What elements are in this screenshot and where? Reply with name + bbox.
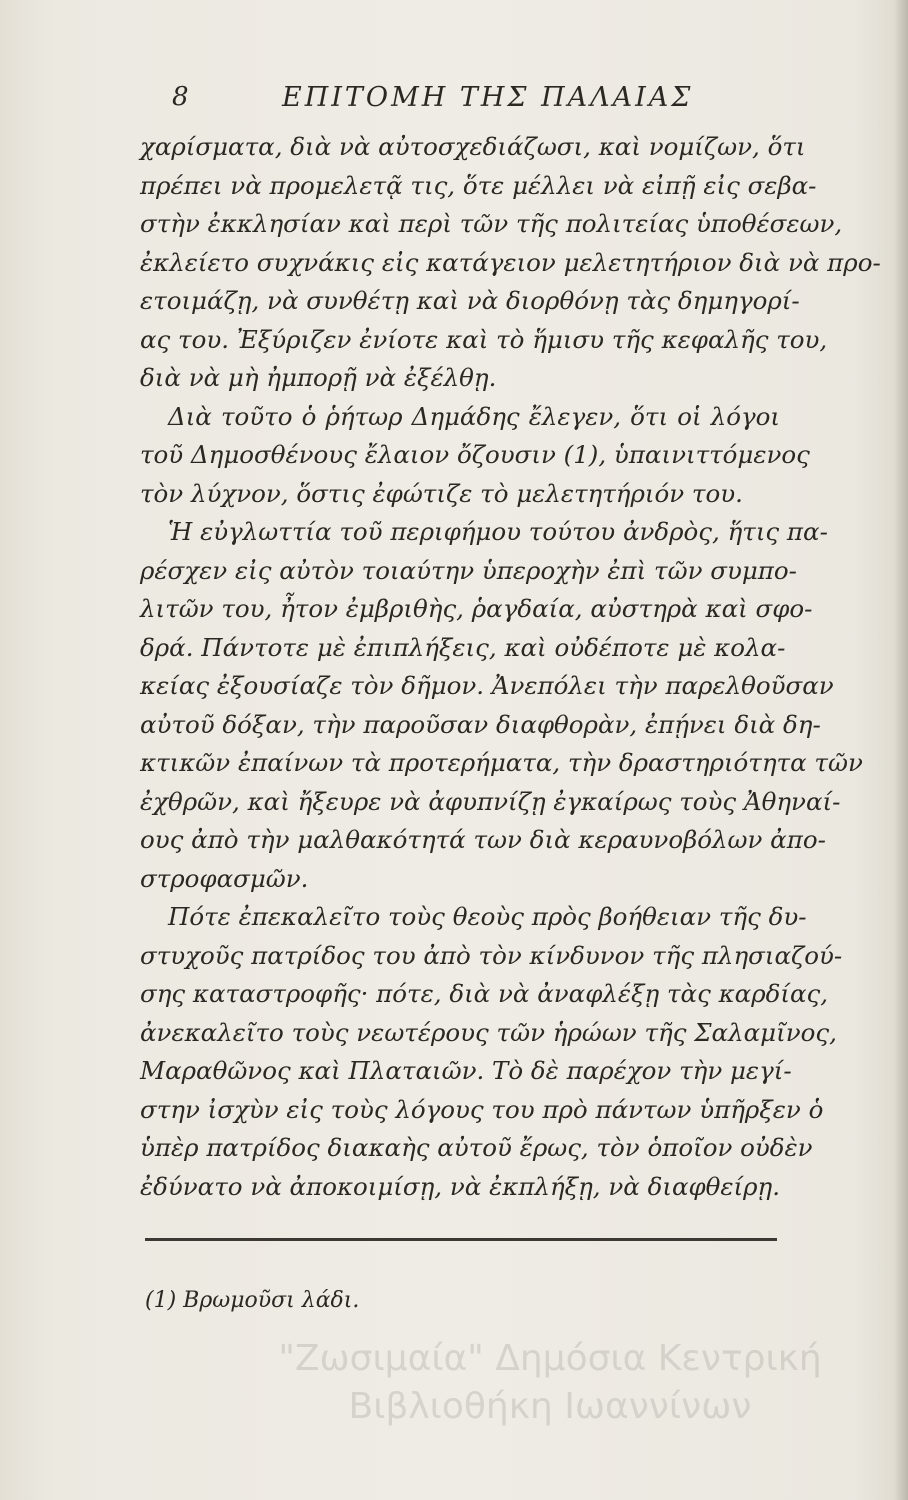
text-line: ἐχθρῶν, καὶ ἤξευρε νὰ ἀφυπνίζῃ ἐγκαίρως τοὺς Ἀθηναί- (140, 786, 841, 816)
text-line: λιτῶν του, ἦτον ἐμβριθὴς, ῥαγδαία, αὐστηρὰ καὶ σφο- (140, 594, 813, 623)
text-line: ἐκλείετο συχνάκις εἰς κατάγειον μελετητήριον διὰ νὰ προ- (140, 247, 881, 277)
text-line: στὴν ἐκκλησίαν καὶ περὶ τῶν τῆς πολιτείας ὑποθέσεων, (140, 209, 843, 238)
page-edge-shadow (894, 0, 908, 1500)
text-line: ρέσχεν εἰς αὐτὸν τοιαύτην ὑπεροχὴν ἐπὶ τῶν συμπο- (140, 555, 797, 585)
page-number: 8 (172, 82, 189, 112)
text-line: Ἡ εὐγλωττία τοῦ περιφήμου τούτου ἀνδρὸς, ἥτις πα- (168, 517, 828, 546)
page-header (140, 82, 780, 122)
text-line: χαρίσματα, διὰ νὰ αὐτοσχεδιάζωσι, καὶ νομίζων, ὅτι (140, 132, 806, 161)
text-line: στροφασμῶν. (140, 863, 309, 893)
text-line: ετοιμάζῃ, νὰ συνθέτῃ καὶ νὰ διορθόνῃ τὰς δημηγορί- (140, 286, 800, 315)
text-line: ἐδύνατο νὰ ἀποκοιμίσῃ, νὰ ἐκπλήξῃ, νὰ διαφθείρῃ. (140, 1171, 781, 1201)
text-line: ἀνεκαλεῖτο τοὺς νεωτέρους τῶν ἡρώων τῆς Σαλαμῖνος, (140, 1017, 837, 1047)
text-line: στυχοῦς πατρίδος του ἀπὸ τὸν κίνδυνον τῆς πλησιαζού- (140, 940, 843, 970)
text-line: κτικῶν ἐπαίνων τὰ προτερήματα, τὴν δραστηριότητα τῶν (140, 748, 863, 777)
text-line: τοῦ Δημοσθένους ἔλαιον ὄζουσιν (1), ὑπαινιττόμενος (140, 440, 810, 469)
footnote-rule (145, 1238, 777, 1241)
text-line: σης καταστροφῆς· πότε, διὰ νὰ ἀναφλέξῃ τὰς καρδίας, (140, 979, 829, 1008)
footnote: (1) Βρωμοῦσι λάδι. (145, 1288, 360, 1313)
text-line: κείας ἐξουσίαζε τὸν δῆμον. Ἀνεπόλει τὴν παρελθοῦσαν (140, 671, 834, 700)
text-line: διὰ νὰ μὴ ἠμπορῇ νὰ ἐξέλθῃ. (140, 363, 497, 392)
text-line: αὐτοῦ δόξαν, τὴν παροῦσαν διαφθορὰν, ἐπῄνει διὰ δη- (140, 709, 821, 739)
library-watermark-line-2: Βιβλιοθήκη Ιωαννίνων (348, 1386, 752, 1427)
text-line: δρά. Πάντοτε μὲ ἐπιπλήξεις, καὶ οὐδέποτε μὲ κολα- (140, 632, 786, 662)
library-watermark-line-1: "Ζωσιμαία" Δημόσια Κεντρική (278, 1338, 822, 1379)
body-text (140, 128, 881, 1206)
text-line: Μαραθῶνος καὶ Πλαταιῶν. Τὸ δὲ παρέχον τὴν μεγί- (140, 1056, 792, 1085)
text-line: στην ἰσχὺν εἰς τοὺς λόγους του πρὸ πάντων ὑπῆρξεν ὁ (140, 1094, 824, 1124)
text-line: ας του. Ἐξύριζεν ἐνίοτε καὶ τὸ ἥμισυ τῆς κεφαλῆς του, (140, 324, 828, 354)
text-line: Πότε ἐπεκαλεῖτο τοὺς θεοὺς πρὸς βοήθειαν τῆς δυ- (168, 902, 807, 931)
text-line: τὸν λύχνον, ὅστις ἐφώτιζε τὸ μελετητήριόν του. (140, 478, 743, 508)
text-line: ὑπὲρ πατρίδος διακαὴς αὐτοῦ ἔρως, τὸν ὁποῖον οὐδὲν (140, 1133, 813, 1162)
running-head: ΕΠΙΤΟΜΗ ΤΗΣ ΠΑΛΑΙΑΣ (282, 82, 694, 113)
text-line: ους ἀπὸ τὴν μαλθακότητά των διὰ κεραυνοβόλων ἀπο- (140, 825, 826, 854)
text-line: Διὰ τοῦτο ὁ ῥήτωρ Δημάδης ἔλεγεν, ὅτι οἱ λόγοι (168, 401, 780, 431)
text-line: πρέπει νὰ προμελετᾷ τις, ὅτε μέλλει νὰ εἰπῇ εἰς σεβα- (140, 170, 817, 200)
